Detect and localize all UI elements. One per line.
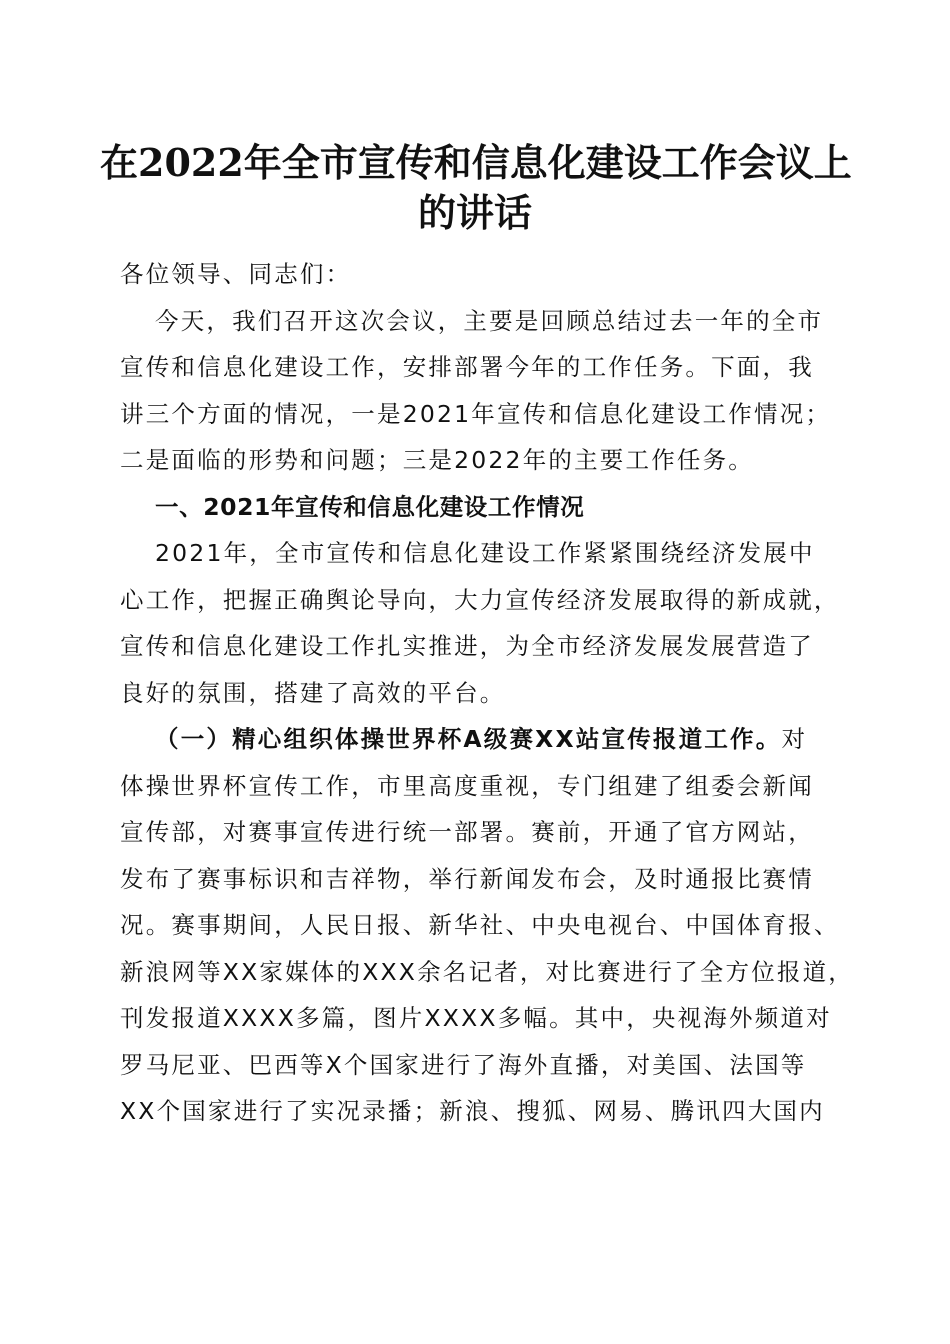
section-paragraph-line: 心工作，把握正确舆论导向，大力宣传经济发展取得的新成就， bbox=[120, 585, 840, 614]
intro-line: 讲三个方面的情况，一是2021年宣传和信息化建设工作情况； bbox=[120, 399, 832, 428]
subsection-line: 况。赛事期间，人民日报、新华社、中央电视台、中国体育报、 bbox=[120, 911, 840, 939]
salutation: 各位领导、同志们： bbox=[120, 260, 352, 288]
intro-line: 今天，我们召开这次会议，主要是回顾总结过去一年的全市 bbox=[155, 306, 824, 335]
section-paragraph-line: 宣传和信息化建设工作扎实推进，为全市经济发展发展营造了 bbox=[120, 632, 814, 660]
subsection-first-line-rest: 对 bbox=[781, 725, 808, 753]
title-line-2: 的讲话 bbox=[417, 190, 532, 235]
document-title bbox=[100, 138, 850, 238]
subsection-first-line bbox=[120, 716, 840, 763]
subsection-heading: （一）精心组织体操世界杯A级赛XX站宣传报道工作。 bbox=[155, 725, 782, 753]
subsection-line: 刊发报道XXXX多篇，图片XXXX多幅。其中，央视海外频道对 bbox=[120, 1004, 832, 1032]
subsection-line: 新浪网等XX家媒体的XXX余名记者，对比赛进行了全方位报道， bbox=[120, 957, 854, 986]
document-body bbox=[120, 251, 854, 1135]
subsection-line: 宣传部，对赛事宣传进行统一部署。赛前，开通了官方网站， bbox=[120, 818, 814, 846]
title-line-1: 在2022年全市宣传和信息化建设工作会议上 bbox=[100, 140, 852, 185]
section-paragraph-line: 2021年，全市宣传和信息化建设工作紧紧围绕经济发展中 bbox=[155, 539, 815, 567]
intro-line: 二是面临的形势和问题；三是2022年的主要工作任务。 bbox=[120, 446, 755, 474]
subsection-line: XX个国家进行了实况录播；新浪、搜狐、网易、腾讯四大国内 bbox=[120, 1097, 825, 1125]
intro-line: 宣传和信息化建设工作，安排部署今年的工作任务。下面，我 bbox=[120, 353, 814, 381]
subsection-line: 体操世界杯宣传工作，市里高度重视，专门组建了组委会新闻 bbox=[120, 771, 814, 800]
section-paragraph-line: 良好的氛围，搭建了高效的平台。 bbox=[120, 678, 506, 707]
section-heading: 一、2021年宣传和信息化建设工作情况 bbox=[155, 492, 585, 521]
subsection-line: 罗马尼亚、巴西等X个国家进行了海外直播，对美国、法国等 bbox=[120, 1050, 807, 1079]
subsection-line: 发布了赛事标识和吉祥物，举行新闻发布会，及时通报比赛情 bbox=[120, 864, 814, 893]
